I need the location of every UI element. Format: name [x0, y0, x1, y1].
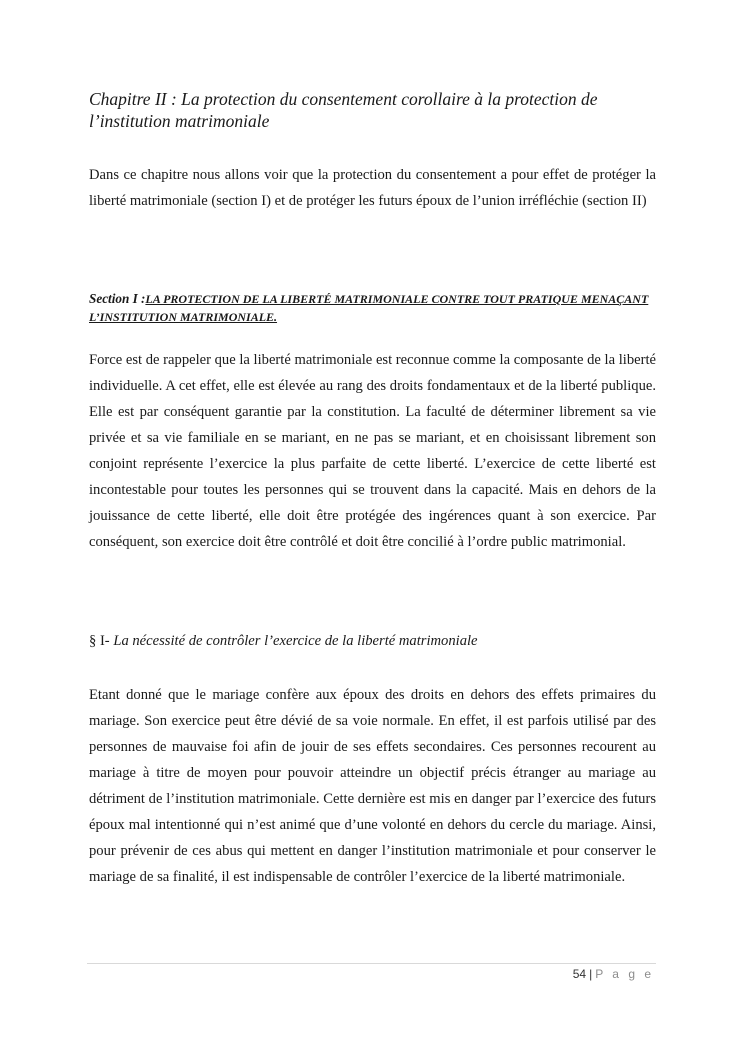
page-number: 54: [572, 967, 587, 981]
section-paragraph: Force est de rappeler que la liberté matrimoniale est reconnue comme la composante de la liberté individuelle. A cet effet, elle est élevée au rang des droits fondamentaux et de la liberté publique. Elle est par conséquent garantie par la constitution. La faculté de déterminer librement sa vie privée et sa vie familiale en se mariant, en ne pas se mariant, et en choisissant librement son conjoint représente l’exercice la plus parfaite de cette liberté. L’exercice de cette liberté est incontestable pour toutes les personnes qui se trouvent dans la capacité. Mais en dehors de la jouissance de cette liberté, elle doit être protégée des ingérences quant à son exercice. Par conséquent, son exercice doit être contrôlé et doit être concilié à l’ordre public matrimonial.: [89, 352, 656, 550]
footer-divider: [87, 963, 656, 964]
subsection-prefix: § I-: [89, 633, 114, 649]
chapter-title: Chapitre II : La protection du consentement corollaire à la protection de l’institution matrimoniale: [89, 89, 598, 131]
section-label: Section I :: [89, 291, 146, 306]
page-label: P a g e: [595, 967, 654, 981]
subsection-title: La nécessité de contrôler l’exercice de la liberté matrimoniale: [113, 633, 478, 649]
footer-separator: |: [589, 967, 593, 981]
section-title: LA PROTECTION DE LA LIBERTÉ MATRIMONIALE CONTRE TOUT PRATIQUE MENAÇANT L’INSTITUTION MATRIMONIALE.: [89, 292, 649, 324]
page-footer: [573, 967, 654, 981]
subsection-heading: [89, 631, 656, 651]
intro-paragraph: Dans ce chapitre nous allons voir que la protection du consentement a pour effet de protéger la liberté matrimoniale (section I) et de protéger les futurs époux de l’union irréfléchie (section II): [89, 167, 656, 209]
subsection-paragraph: Etant donné que le mariage confère aux époux des droits en dehors des effets primaires du mariage. Son exercice peut être dévié de sa voie normale. En effet, il est parfois utilisé par des personnes de mauvaise foi afin de jouir de ses effets secondaires. Ces personnes recourent au mariage à titre de moyen pour pouvoir atteindre un objectif précis étranger au mariage au détriment de l’institution matrimoniale. Cette dernière est mis en danger par l’exercice des futurs époux mal intentionné qui n’est animé que d’une volonté en dehors du cercle du mariage. Ainsi, pour prévenir de ces abus qui mettent en danger l’institution matrimoniale et pour conserver le mariage de sa finalité, il est indispensable de contrôler l’exercice de la liberté matrimoniale.: [89, 687, 656, 885]
section-heading: [89, 290, 656, 326]
